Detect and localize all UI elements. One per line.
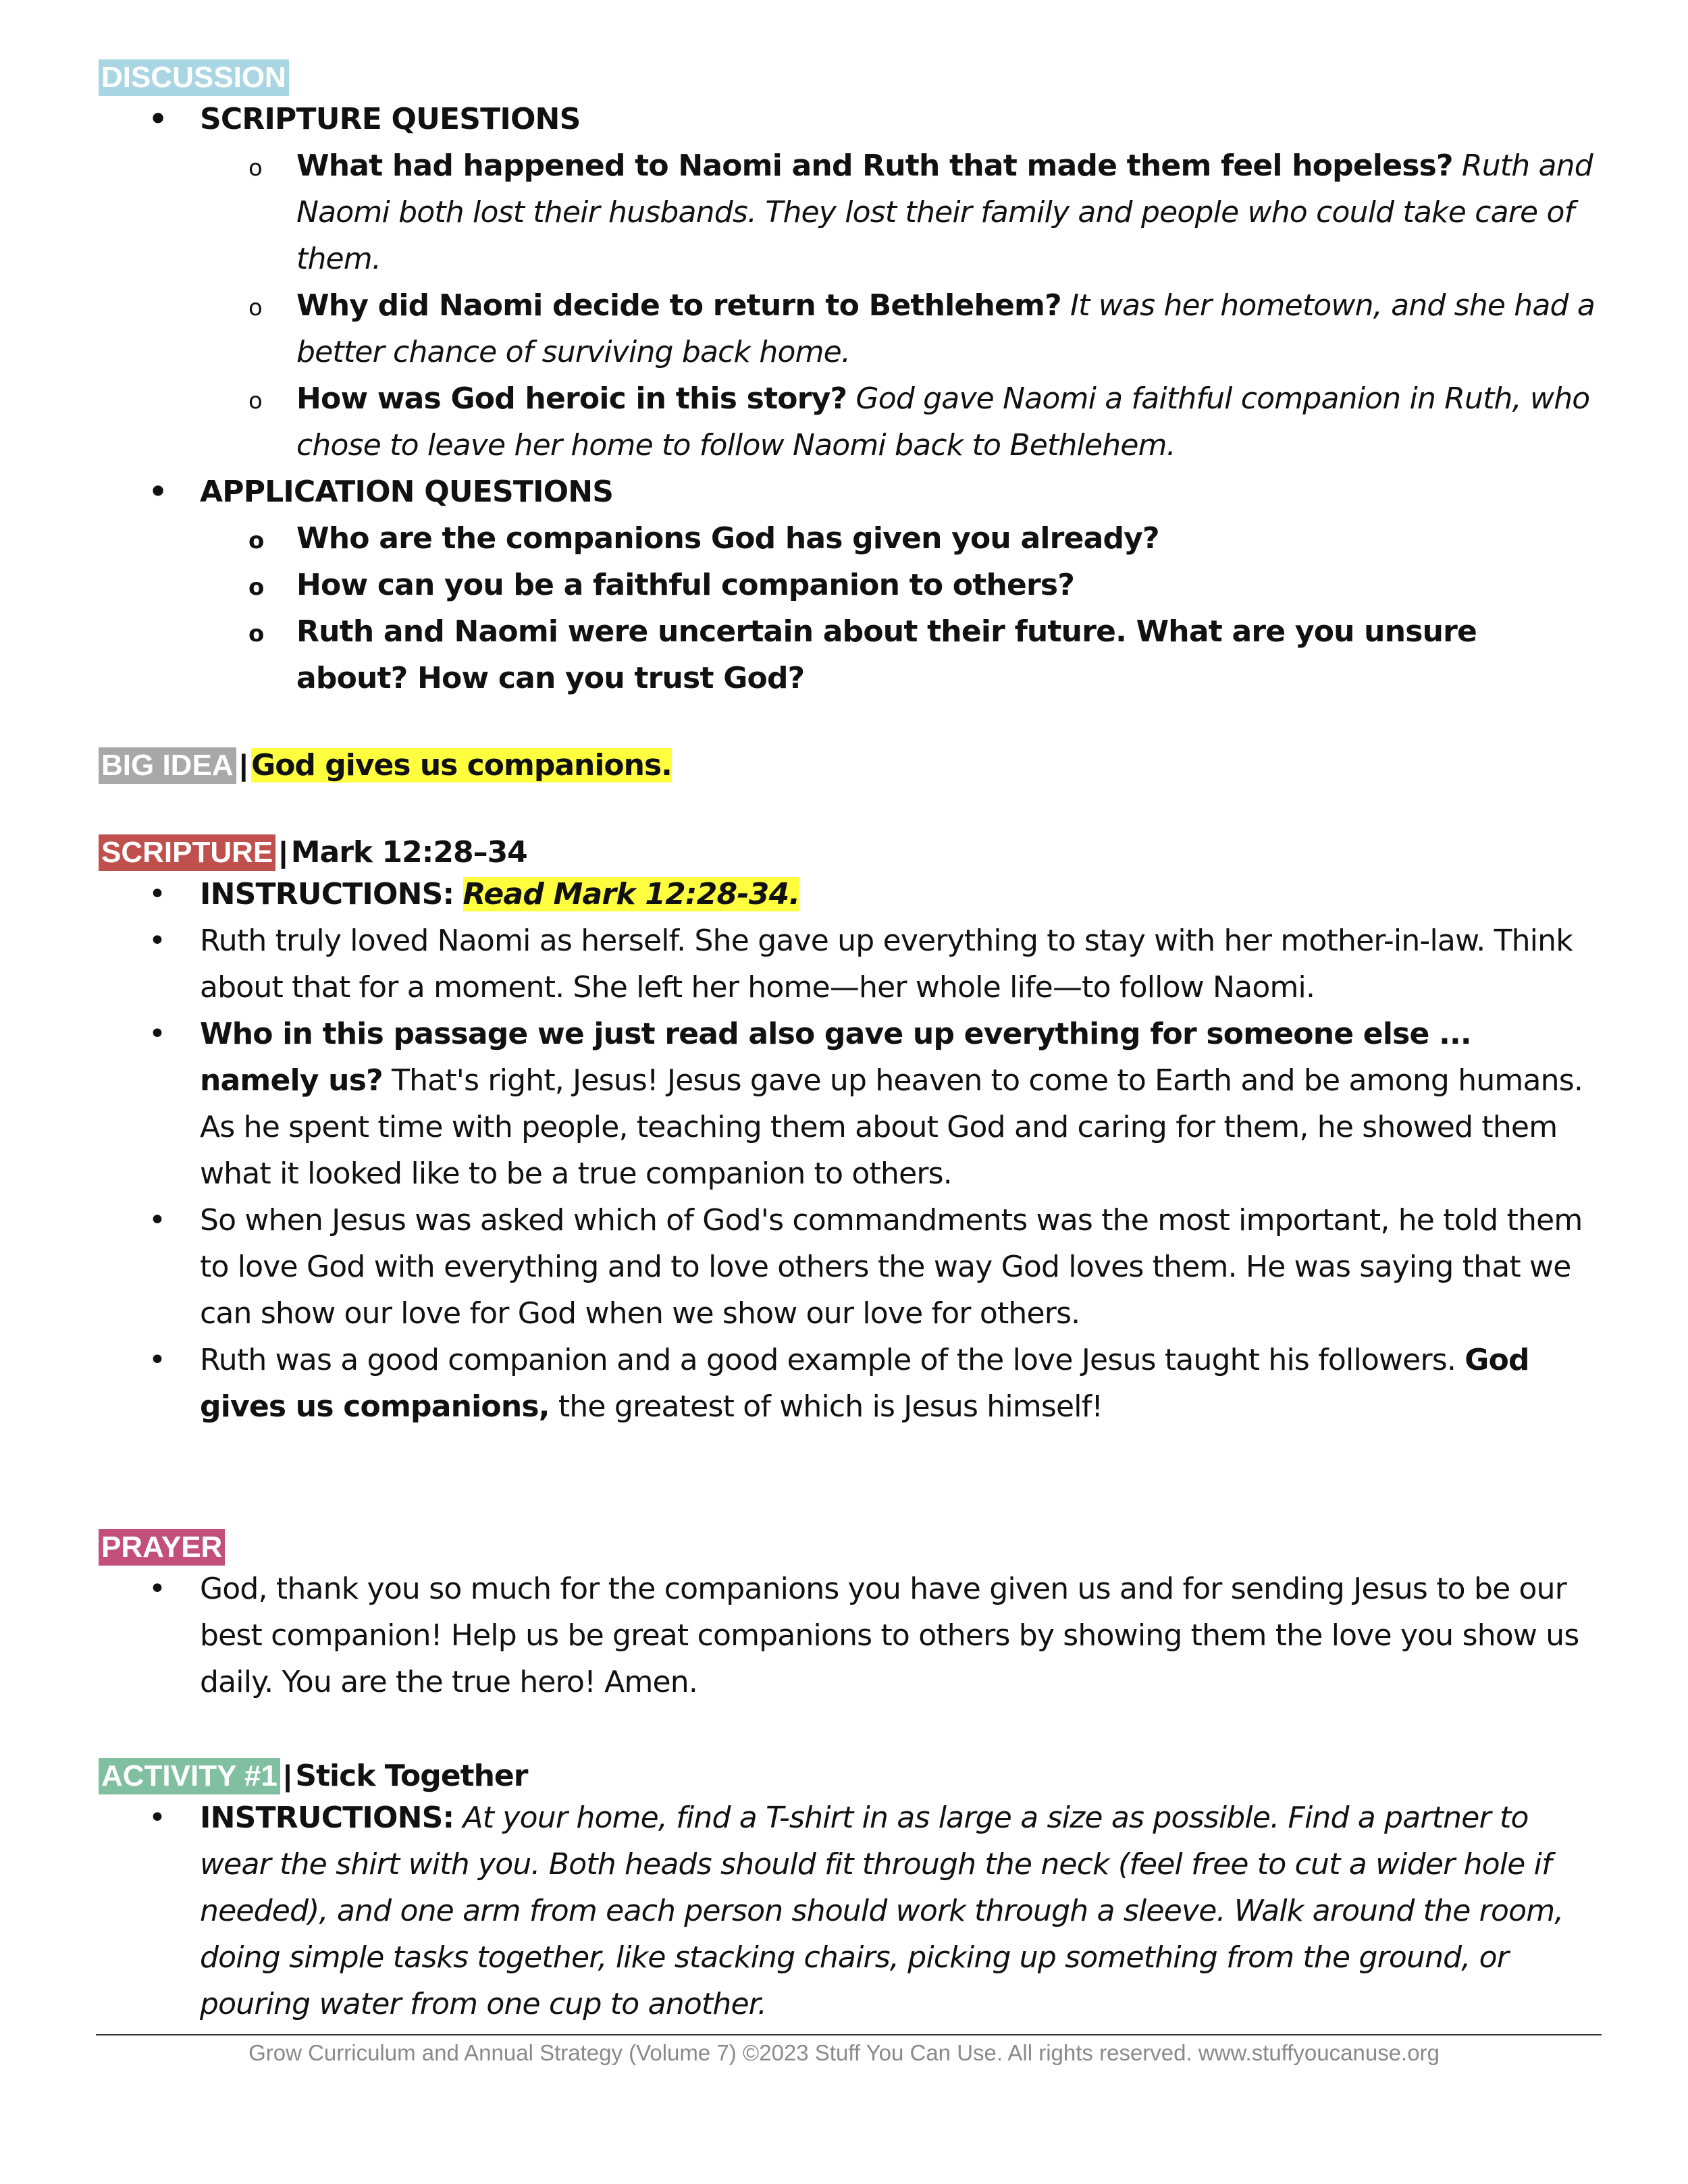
footer-divider — [96, 2034, 1602, 2035]
activity-section — [99, 1758, 1598, 2027]
scripture-label: SCRIPTURE — [99, 834, 275, 871]
instructions-text: At your home, find a T-shirt in as large a size as possible. Find a partner to wear the shirt with you. Both heads should fit through the neck (feel free to cut a wider hole if needed), and one arm from each person should work through a sleeve. Walk around the room, doing simple tasks together, like stacking chairs, picking up something from the ground, or pouring water from one cup to another. — [200, 1801, 1564, 2021]
application-question-1: o Who are the companions God has given you already? — [99, 515, 1598, 562]
footer-copyright: Grow Curriculum and Annual Strategy (Volume 7) ©2023 Stuff You Can Use. All rights reserved. www.stuffyoucanuse.org — [248, 2040, 1440, 2065]
prayer-list — [99, 1566, 1598, 1705]
big-idea-label: BIG IDEA — [99, 747, 236, 784]
big-idea-section — [99, 747, 1598, 784]
answer-text: It was her hometown, and she had a better chance of surviving back home. — [296, 288, 1595, 369]
scripture-paragraph-4 — [99, 1337, 1598, 1430]
scripture-question-3 — [99, 375, 1598, 469]
scripture-instructions — [99, 871, 1598, 917]
answer-text: Ruth and Naomi both lost their husbands. They lost their family and people who could take care of them. — [296, 149, 1593, 276]
discussion-section — [99, 59, 1598, 701]
scripture-question-1 — [99, 142, 1598, 282]
scripture-paragraph-2 — [99, 1011, 1598, 1197]
bold-phrase: God gives us companions, — [200, 1343, 1529, 1424]
application-questions-heading: • APPLICATION QUESTIONS — [99, 469, 1598, 515]
discussion-label: DISCUSSION — [99, 59, 289, 96]
paragraph-text: Ruth was a good companion and a good example of the love Jesus taught his followers. — [200, 1343, 1465, 1377]
scripture-section — [99, 834, 1598, 1430]
application-question-3: o Ruth and Naomi were uncertain about their future. What are you unsure about? How can you trust God? — [99, 608, 1598, 701]
scripture-list — [99, 871, 1598, 1430]
prayer-label: PRAYER — [99, 1529, 225, 1566]
paragraph-text-end: the greatest of which is Jesus himself! — [549, 1389, 1103, 1424]
activity-list — [99, 1794, 1598, 2027]
big-idea-text: God gives us companions. — [251, 748, 672, 782]
scripture-reference: Mark 12:28–34 — [290, 835, 527, 870]
activity-instructions — [99, 1794, 1598, 2027]
prayer-text: • God, thank you so much for the companions you have given us and for sending Jesus to be our best companion! Help us be great companions to others by showing them the love you show us daily. You are the true hero! Amen. — [99, 1566, 1598, 1705]
scripture-questions-heading: • SCRIPTURE QUESTIONS — [99, 96, 1598, 142]
question-text: Why did Naomi decide to return to Bethlehem? — [296, 288, 1061, 323]
separator: | — [279, 836, 288, 869]
instructions-label: INSTRUCTIONS: — [200, 1801, 454, 1835]
bold-question: Who in this passage we just read also gave up everything for someone else ... namely us? — [200, 1017, 1471, 1098]
application-question-2: o How can you be a faithful companion to others? — [99, 562, 1598, 608]
separator: | — [283, 1759, 292, 1792]
scripture-question-2 — [99, 282, 1598, 375]
instructions-text: Read Mark 12:28-34. — [463, 877, 800, 911]
scripture-paragraph-1: • Ruth truly loved Naomi as herself. She gave up everything to stay with her mother-in-law. Think about that for a moment. She left her home—her whole life—to follow Naomi. — [99, 917, 1598, 1011]
discussion-list — [99, 96, 1598, 701]
instructions-label: INSTRUCTIONS: — [200, 877, 454, 911]
activity-label: ACTIVITY #1 — [99, 1758, 280, 1794]
answer-text: God gave Naomi a faithful companion in Ruth, who chose to leave her home to follow Naomi back to Bethlehem. — [296, 381, 1590, 462]
question-text: What had happened to Naomi and Ruth that made them feel hopeless? — [296, 149, 1453, 183]
paragraph-text: That's right, Jesus! Jesus gave up heaven to come to Earth and be among humans. As he spent time with people, teaching them about God and caring for them, he showed them what it looked like to be a true companion to others. — [200, 1063, 1583, 1191]
separator: | — [239, 749, 248, 782]
prayer-section — [99, 1529, 1598, 1705]
question-text: How was God heroic in this story? — [296, 381, 847, 416]
activity-title: Stick Together — [295, 1759, 528, 1793]
scripture-paragraph-3: • So when Jesus was asked which of God's commandments was the most important, he told them to love God with everything and to love others the way God loves them. He was saying that we can show our love for God when we show our love for others. — [99, 1197, 1598, 1337]
